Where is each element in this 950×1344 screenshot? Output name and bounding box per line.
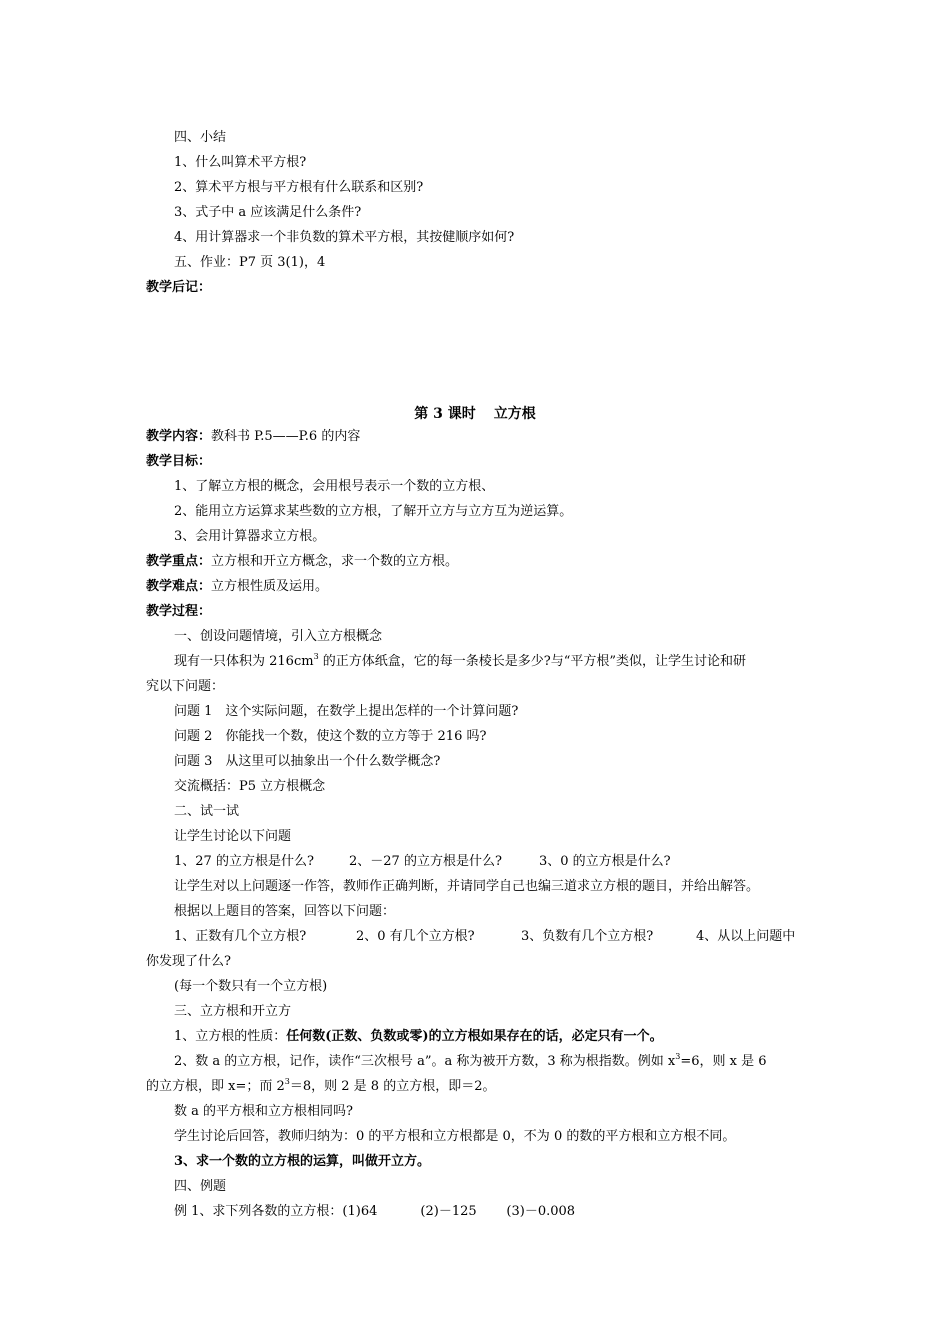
property-statement: 任何数(正数、负数或零)的立方根如果存在的话，必定只有一个。 <box>286 1029 663 1044</box>
paragraph-text: 的正方体纸盒，它的每一条棱长是多少?与“平方根”类似，让学生讨论和研 <box>318 654 747 669</box>
example-item: (2)－125 <box>420 1204 477 1219</box>
superscript: 3 <box>284 1077 290 1086</box>
key-value: 立方根和开立方概念，求一个数的立方根。 <box>211 554 459 569</box>
lesson-title-number: 第 3 课时 <box>414 406 476 422</box>
key-label: 教学重点： <box>146 554 212 569</box>
paragraph-text: 2、数 a 的立方根，记作，读作“三次根号 a”。a 称为被开方数，3 称为根指数。例如 x <box>174 1054 676 1069</box>
section-2-paragraph-1: 让学生对以上问题逐一作答，教师作正确判断，并请同学自己也编三道求立方根的题目，并给出解答。 <box>174 879 760 894</box>
homework-line: 五、作业：P7 页 3(1)，4 <box>174 255 326 270</box>
superscript: 3 <box>313 652 319 661</box>
cube-root-notation <box>174 1053 816 1071</box>
paragraph-text: 现有一只体积为 216cm <box>174 654 314 669</box>
example-1 <box>174 1203 816 1221</box>
example-item: (1)64 <box>342 1204 378 1219</box>
problem-1: 问题 1 这个实际问题，在数学上提出怎样的一个计算问题? <box>174 704 519 719</box>
count-question: 4、从以上问题中 <box>696 929 796 944</box>
goal-1: 1、了解立方根的概念，会用根号表示一个数的立方根、 <box>174 479 495 494</box>
difficulty-label: 教学难点： <box>146 579 212 594</box>
example-item: (3)－0.008 <box>506 1204 576 1219</box>
summary-question-2: 2、算术平方根与平方根有什么联系和区别? <box>174 180 424 195</box>
problem-3: 问题 3 从这里可以抽象出一个什么数学概念? <box>174 754 441 769</box>
section-2-intro: 让学生讨论以下问题 <box>174 829 292 844</box>
cube-root-question: 1、27 的立方根是什么? <box>174 854 314 869</box>
property-label: 1、立方根的性质： <box>174 1029 287 1044</box>
paragraph-text: 的立方根，即 x=；而 2 <box>146 1079 285 1094</box>
lesson-title-topic: 立方根 <box>493 406 536 422</box>
cube-root-question: 2、－27 的立方根是什么? <box>349 854 502 869</box>
paragraph-text: =6，则 x 是 6 <box>680 1054 767 1069</box>
section-2-conclusion: (每一个数只有一个立方根) <box>174 979 328 994</box>
section-3-heading: 三、立方根和开立方 <box>174 1004 292 1019</box>
count-question: 1、正数有几个立方根? <box>174 929 307 944</box>
section-2-questions <box>174 853 816 871</box>
problem-2: 问题 2 你能找一个数，使这个数的立方等于 216 吗? <box>174 729 487 744</box>
process-label: 教学过程： <box>146 604 212 619</box>
section-1-paragraph-cont: 究以下问题： <box>146 679 225 694</box>
content-label: 教学内容： <box>146 429 212 444</box>
summary-question-4: 4、用计算器求一个非负数的算术平方根，其按健顺序如何? <box>174 230 515 245</box>
postscript-label: 教学后记： <box>146 280 212 295</box>
key-line <box>146 553 816 571</box>
content-line <box>146 428 816 446</box>
section-4-heading: 四、例题 <box>174 1179 227 1194</box>
content-value: 教科书 P.5——P.6 的内容 <box>211 429 361 444</box>
section-1-summary: 交流概括：P5 立方根概念 <box>174 779 326 794</box>
section-1-paragraph <box>174 653 816 671</box>
section-3-question: 数 a 的平方根和立方根相同吗? <box>174 1104 353 1119</box>
count-question: 2、0 有几个立方根? <box>356 929 475 944</box>
section-2-answers-cont: 你发现了什么? <box>146 954 231 969</box>
difficulty-line <box>146 578 816 596</box>
section-2-paragraph-2: 根据以上题目的答案，回答以下问题： <box>174 904 396 919</box>
summary-question-1: 1、什么叫算术平方根? <box>174 155 307 170</box>
cube-root-definition: 3、求一个数的立方根的运算，叫做开立方。 <box>174 1154 431 1169</box>
cube-root-question: 3、0 的立方根是什么? <box>539 854 671 869</box>
goals-label: 教学目标： <box>146 454 212 469</box>
example-label: 例 1、求下列各数的立方根： <box>174 1204 343 1219</box>
superscript: 3 <box>675 1052 681 1061</box>
summary-heading: 四、小结 <box>174 130 227 145</box>
section-2-heading: 二、试一试 <box>174 804 240 819</box>
section-3-answer: 学生讨论后回答，教师归纳为：0 的平方根和立方根都是 0，不为 0 的数的平方根和立方根不同。 <box>174 1129 736 1144</box>
section-1-heading: 一、创设问题情境，引入立方根概念 <box>174 629 383 644</box>
cube-root-notation-cont <box>146 1078 816 1096</box>
cube-root-property <box>174 1028 816 1046</box>
count-question: 3、负数有几个立方根? <box>521 929 654 944</box>
goal-2: 2、能用立方运算求某些数的立方根，了解开立方与立方互为逆运算。 <box>174 504 573 519</box>
lesson-title <box>0 403 950 423</box>
summary-question-3: 3、式子中 a 应该满足什么条件? <box>174 205 362 220</box>
difficulty-value: 立方根性质及运用。 <box>211 579 329 594</box>
goal-3: 3、会用计算器求立方根。 <box>174 529 326 544</box>
paragraph-text: ＝8，则 2 是 8 的立方根，即＝2。 <box>289 1079 496 1094</box>
section-2-answers <box>174 928 816 946</box>
